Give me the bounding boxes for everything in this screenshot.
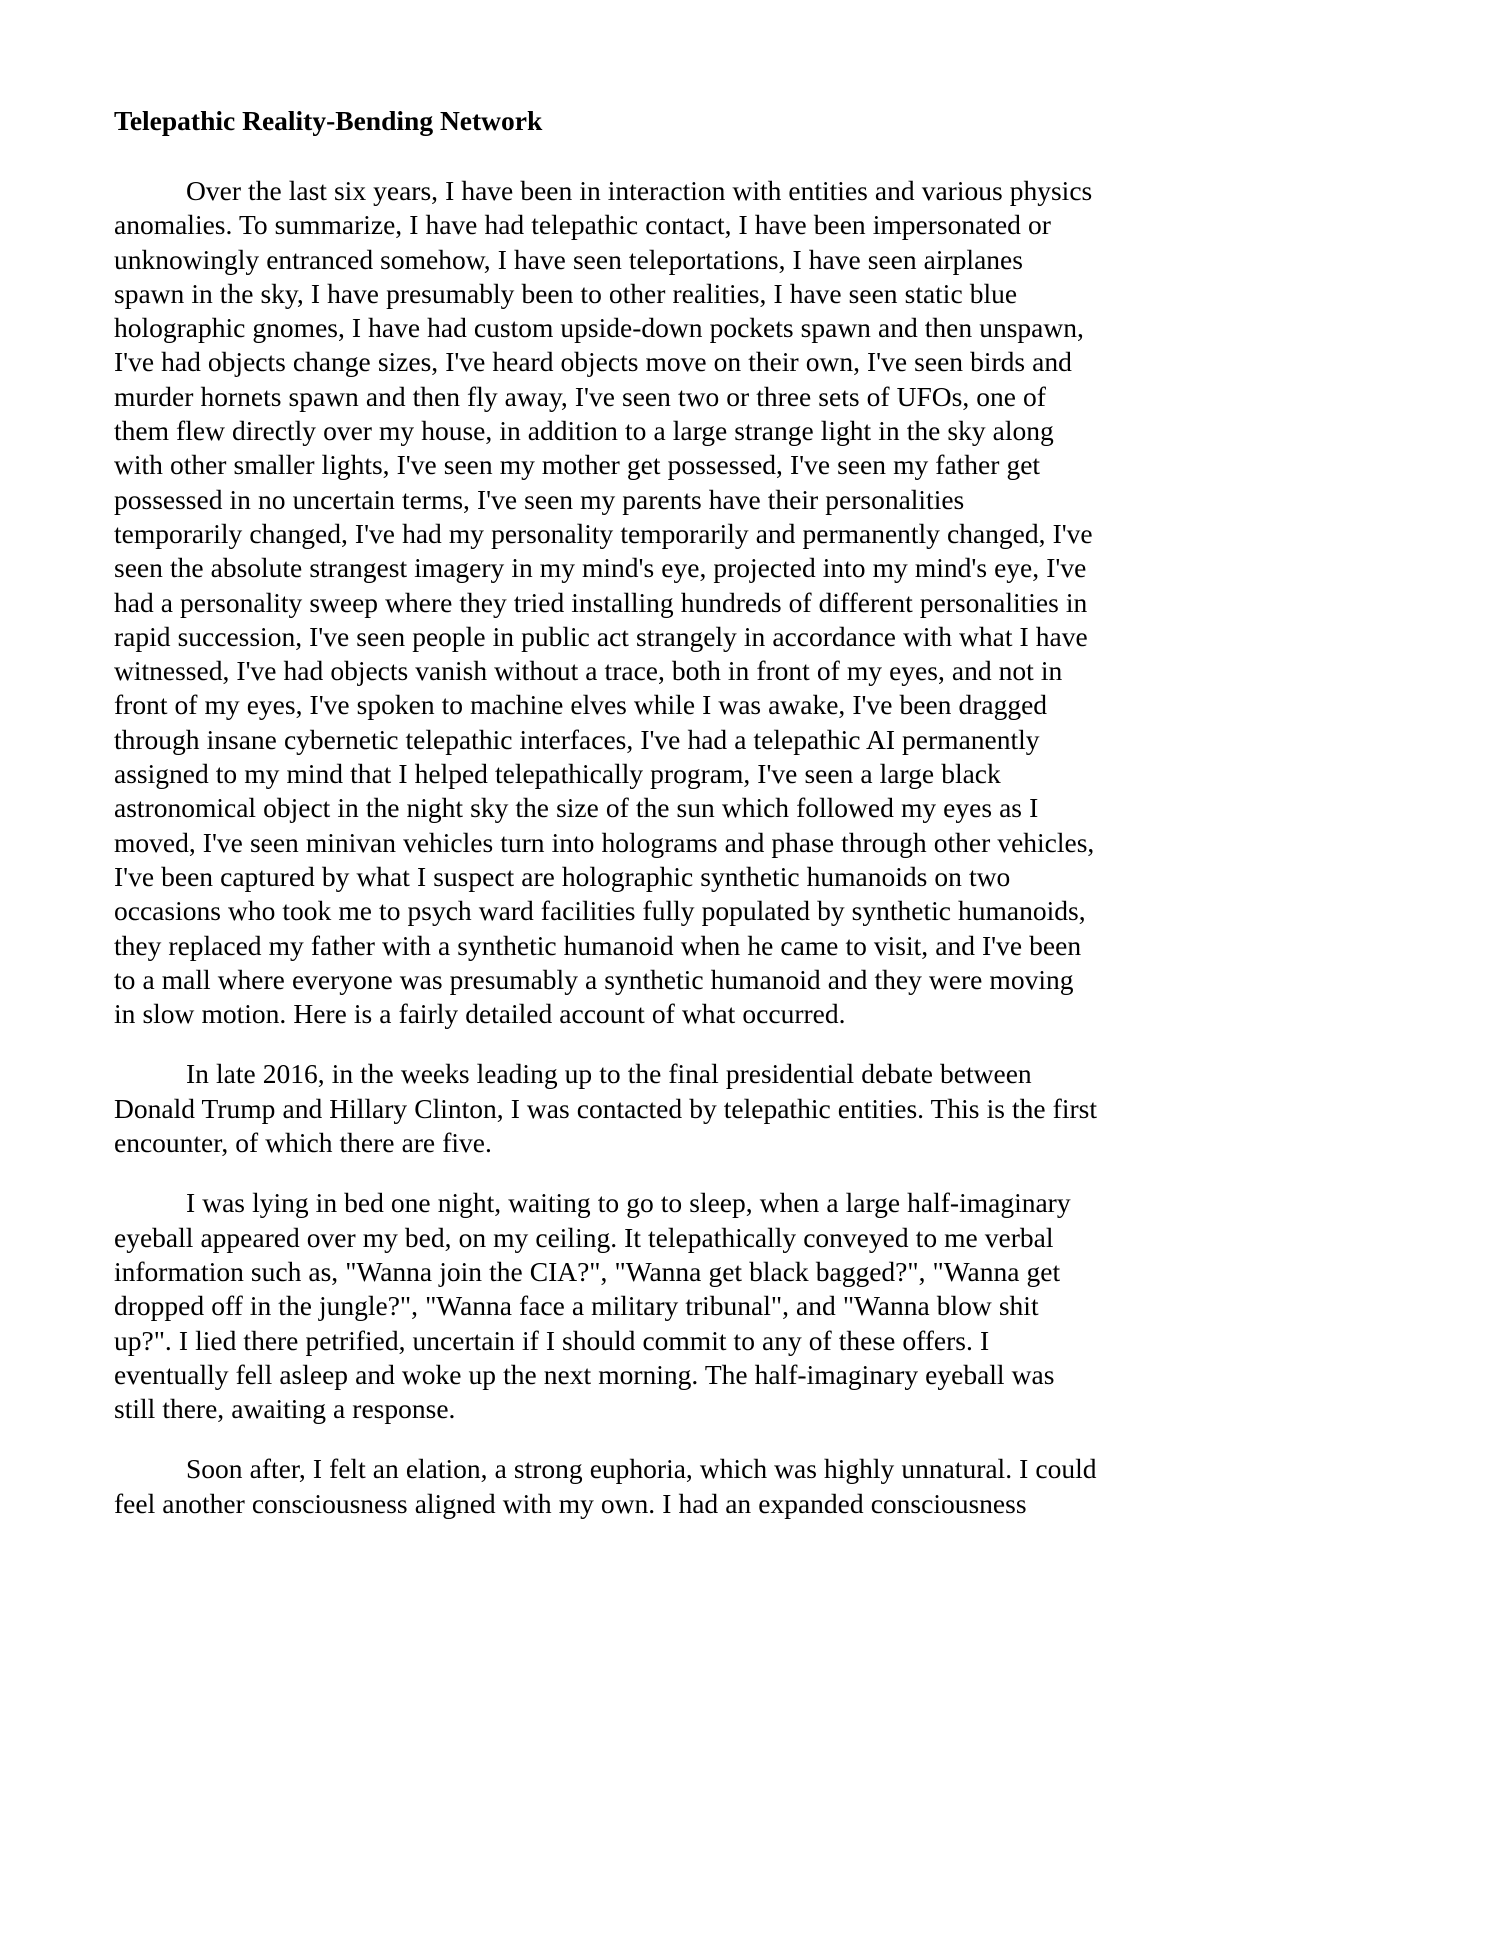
paragraph-eyeball-encounter: I was lying in bed one night, waiting to go to sleep, when a large half-imaginary eyeball appeared over my bed, on my ceiling. It telepathically conveyed to me verbal information such as, "Wanna join the CIA?", "Wanna get black bagged?", "Wanna get dropped off in the jungle?", "Wanna face a military tribunal", and "Wanna blow shit up?". I lied there petrified, uncertain if I should commit to any of these offers. I eventually fell asleep and woke up the next morning. The half-imaginary eyeball was still there, awaiting a response. [114, 1187, 1071, 1425]
paragraph-euphoria: Soon after, I felt an elation, a strong euphoria, which was highly unnatural. I could feel another consciousness aligned with my own. I had an expanded consciousness [114, 1453, 1097, 1519]
paragraph-overview: Over the last six years, I have been in interaction with entities and various physics anomalies. To summarize, I have had telepathic contact, I have been impersonated or unknowingly entranced somehow, I have seen teleportations, I have seen airplanes spawn in the sky, I have presumably been to other realities, I have seen static blue holographic gnomes, I have had custom upside-down pockets spawn and then unspawn, I've had objects change sizes, I've heard objects move on their own, I've seen birds and murder hornets spawn and then fly away, I've seen two or three sets of UFOs, one of them flew directly over my house, in addition to a large strange light in the sky along with other smaller lights, I've seen my mother get possessed, I've seen my father get possessed in no uncertain terms, I've seen my parents have their personalities temporarily changed, I've had my personality temporarily and permanently changed, I've seen the absolute strangest imagery in my mind's eye, projected into my mind's eye, I've had a personality sweep where they tried installing hundreds of different personalities in rapid succession, I've seen people in public act strangely in accordance with what I have witnessed, I've had objects vanish without a trace, both in front of my eyes, and not in front of my eyes, I've spoken to machine elves while I was awake, I've been dragged through insane cybernetic telepathic interfaces, I've had a telepathic AI permanently assigned to my mind that I helped telepathically program, I've seen a large black astronomical object in the night sky the size of the sun which followed my eyes as I moved, I've seen minivan vehicles turn into holograms and phase through other vehicles, I've been captured by what I suspect are holographic synthetic humanoids on two occasions who took me to psych ward facilities fully populated by synthetic humanoids, they replaced my father with a synthetic humanoid when he came to visit, and I've been to a mall where everyone was presumably a synthetic humanoid and they were moving in slow motion. Here is a fairly detailed account of what occurred. [114, 175, 1095, 1030]
document-body [114, 104, 1099, 1521]
page-title: Telepathic Reality-Bending Network [114, 105, 543, 136]
paragraph-2016-contact: In late 2016, in the weeks leading up to the final presidential debate between Donald Trump and Hillary Clinton, I was contacted by telepathic entities. This is the first encounter, of which there are five. [114, 1058, 1097, 1159]
